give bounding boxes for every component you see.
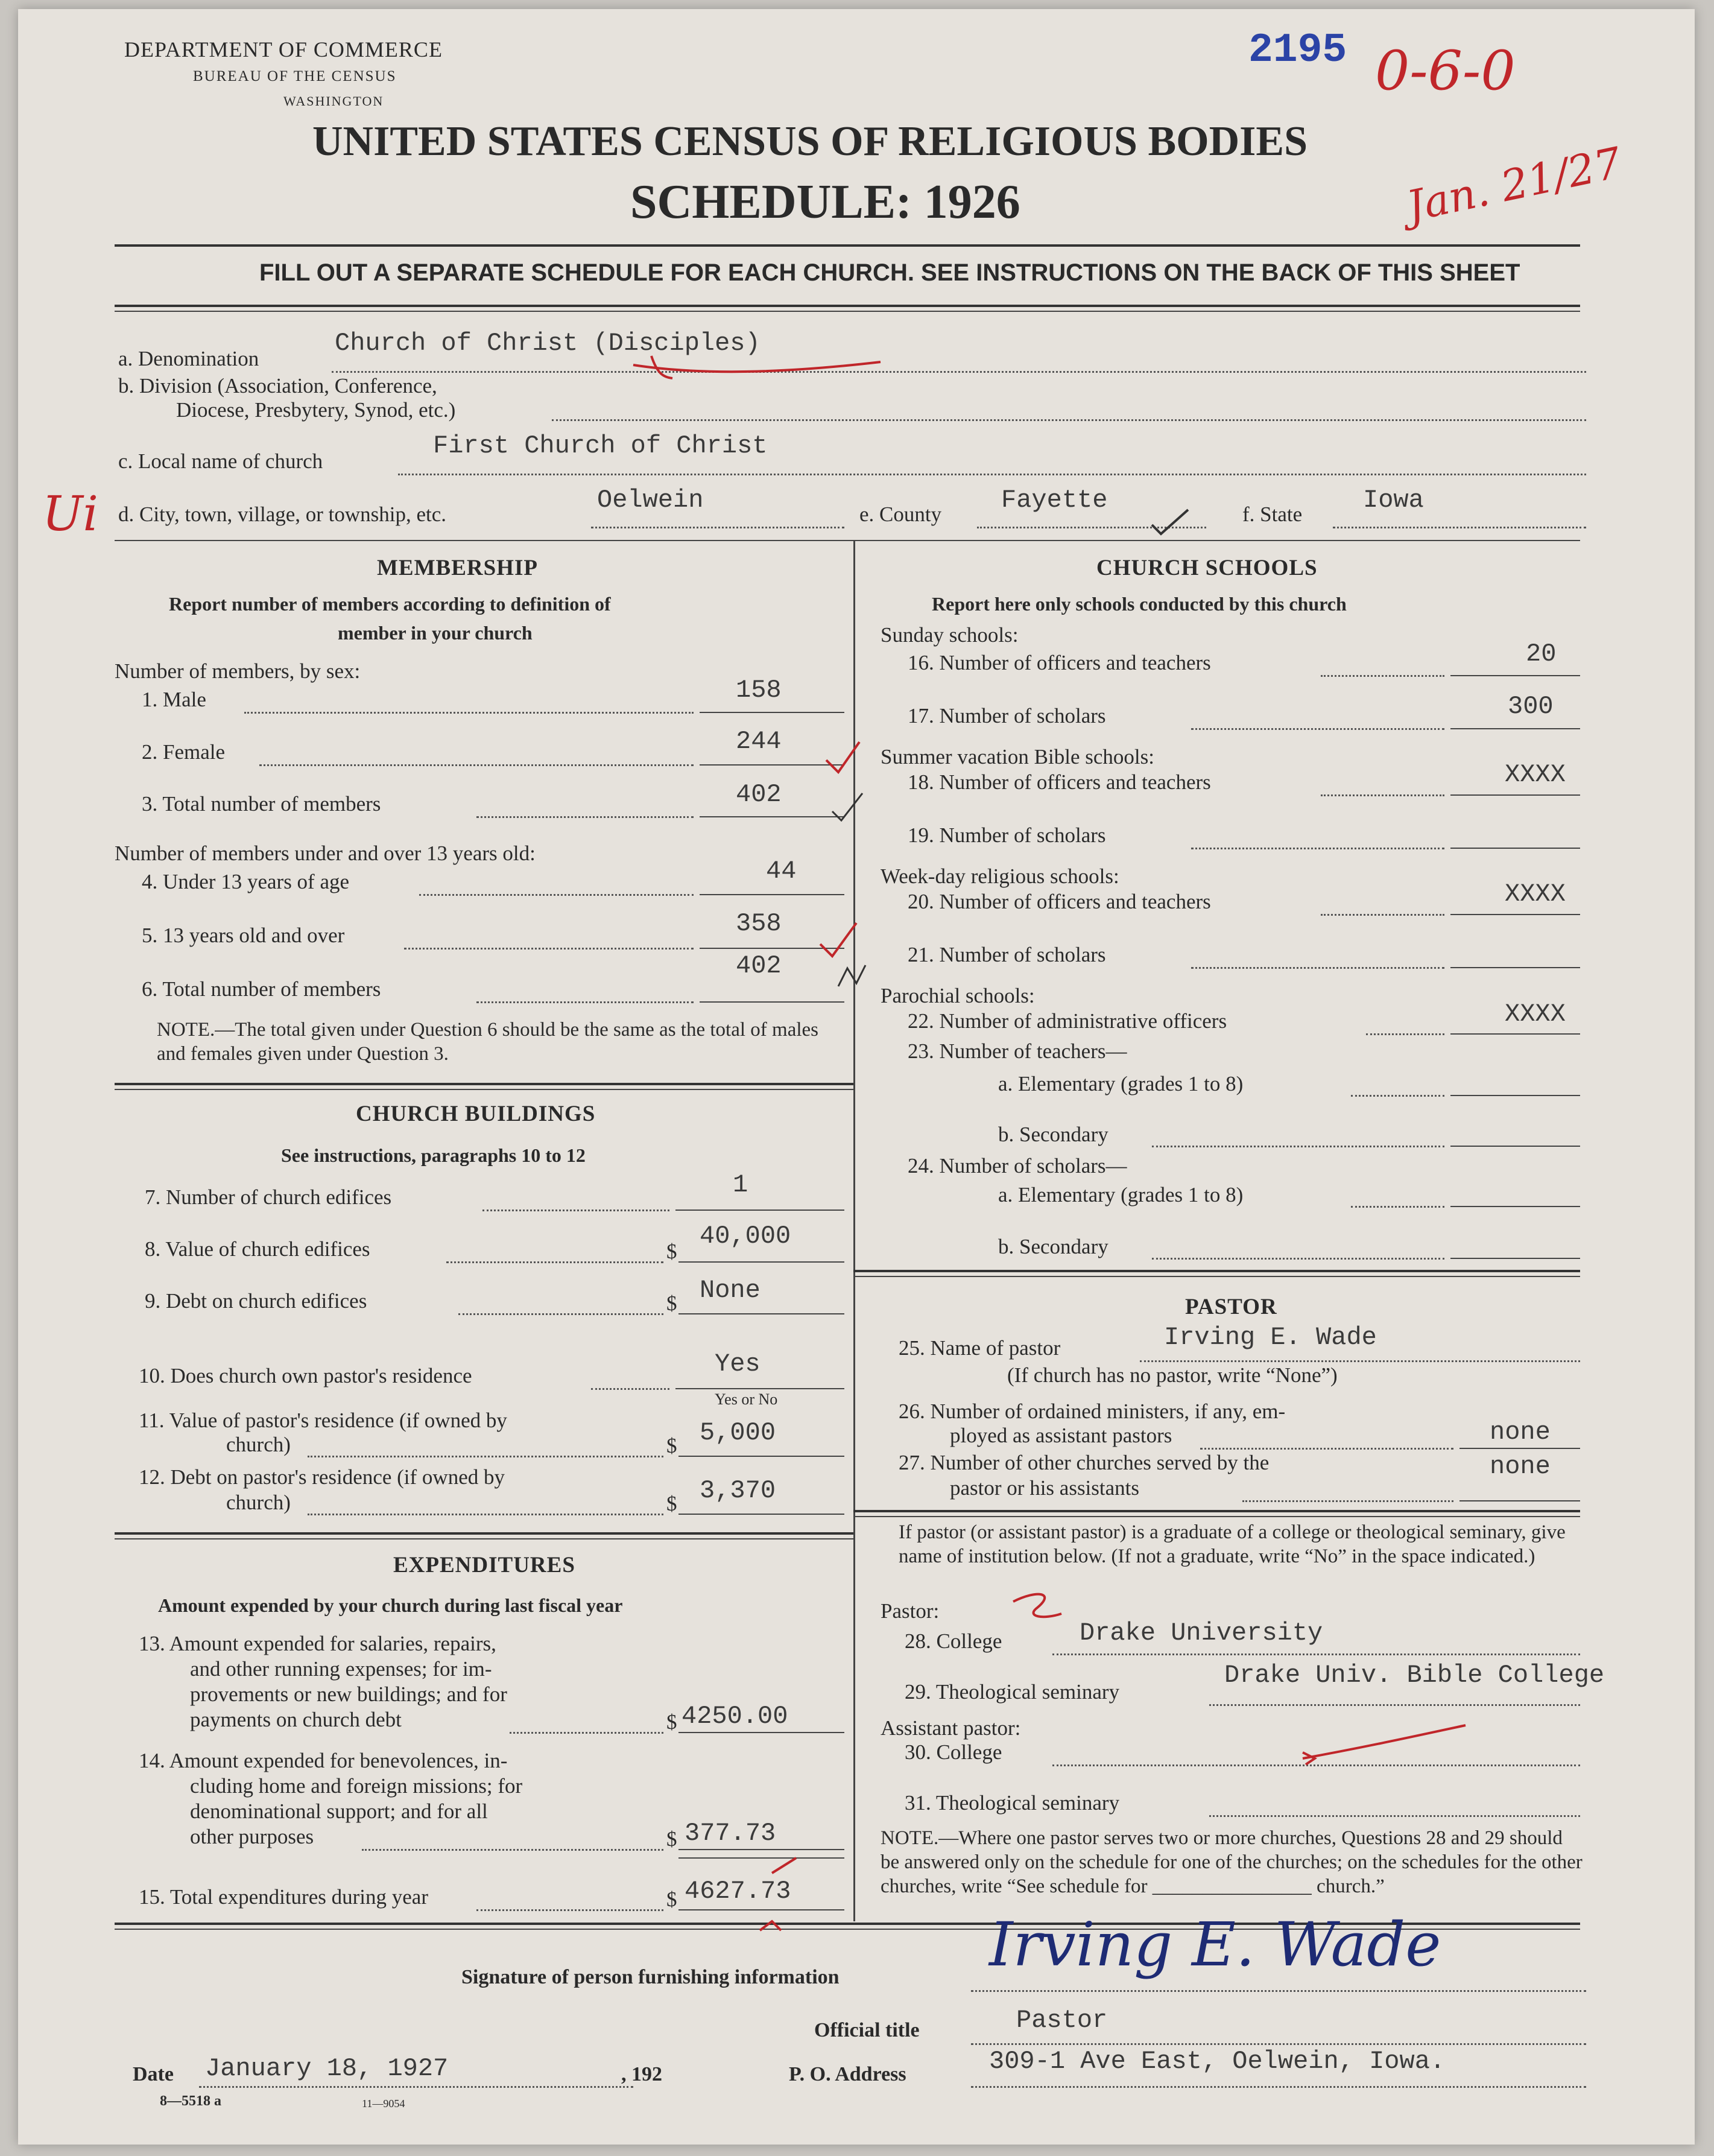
- q1-value: 158: [736, 676, 782, 705]
- q17-label: 17. Number of scholars: [908, 704, 1106, 728]
- q14-line-1: 14. Amount expended for benevolences, in-: [139, 1749, 508, 1772]
- q14-dollar: $: [666, 1827, 677, 1851]
- q28-label: 28. College: [905, 1629, 1002, 1653]
- q20-value: XXXX: [1505, 880, 1566, 908]
- q2-label: 2. Female: [142, 740, 226, 764]
- stamp-number: 2195: [1248, 27, 1347, 74]
- q12-label: 12. Debt on pastor's residence (if owned by: [139, 1465, 505, 1489]
- official-title-label: Official title: [814, 2019, 920, 2041]
- yes-no-hint: Yes or No: [715, 1390, 778, 1408]
- date-label: Date: [133, 2063, 174, 2085]
- q25-note: (If church has no pastor, write “None”): [1007, 1363, 1338, 1387]
- q4-label: 4. Under 13 years of age: [142, 870, 350, 893]
- official-title-value: Pastor: [1016, 2006, 1108, 2035]
- q22-label: 22. Number of administrative officers: [908, 1009, 1227, 1033]
- q15-label: 15. Total expenditures during year: [139, 1885, 428, 1909]
- city-label: d. City, town, village, or township, etc.: [118, 503, 447, 526]
- q29-value: Drake Univ. Bible College: [1224, 1661, 1605, 1690]
- pastor-note: NOTE.—Where one pastor serves two or more churches, Questions 28 and 29 should be answered only on the schedule for one of the churches; on the schedules for the other churches, write “See schedule for ________________ church.”: [881, 1827, 1583, 1897]
- q6-label: 6. Total number of members: [142, 977, 381, 1001]
- expenditures-heading: EXPENDITURES: [393, 1553, 575, 1577]
- q18-label: 18. Number of officers and teachers: [908, 770, 1211, 794]
- q24-label: 24. Number of scholars—: [908, 1154, 1127, 1178]
- graduate-note: If pastor (or assistant pastor) is a graduate of a college or theological seminary, give name of institution below. (If not a graduate, write “No” in the space indicated.): [899, 1521, 1566, 1567]
- q24a-label: a. Elementary (grades 1 to 8): [998, 1183, 1244, 1206]
- q5-value: 358: [736, 909, 782, 938]
- q24b-label: b. Secondary: [998, 1235, 1108, 1258]
- membership-instr-1: Report number of members according to definition of: [169, 593, 611, 615]
- handwritten-date: Jan. 21/27: [1402, 138, 1626, 232]
- bureau-label: BUREAU OF THE CENSUS: [193, 68, 397, 84]
- membership-instr-2: member in your church: [338, 622, 533, 644]
- q19-label: 19. Number of scholars: [908, 823, 1106, 847]
- q11-value: 5,000: [700, 1418, 776, 1447]
- date-value: January 18, 1927: [205, 2054, 449, 2083]
- asst-pastor-label: Assistant pastor:: [881, 1716, 1021, 1740]
- denomination-value: Church of Christ (Disciples): [335, 329, 761, 358]
- q29-label: 29. Theological seminary: [905, 1680, 1120, 1704]
- q2-value: 244: [736, 727, 782, 756]
- q10-label: 10. Does church own pastor's residence: [139, 1364, 472, 1387]
- po-address-value: 309-1 Ave East, Oelwein, Iowa.: [989, 2047, 1446, 2076]
- denomination-label: a. Denomination: [118, 347, 259, 370]
- q27-line-2: pastor or his assistants: [950, 1476, 1140, 1500]
- pastor-heading: PASTOR: [1185, 1295, 1277, 1319]
- q4-value: 44: [766, 857, 797, 886]
- state-value: Iowa: [1363, 486, 1424, 515]
- q5-label: 5. 13 years old and over: [142, 924, 345, 947]
- q13-line-1: 13. Amount expended for salaries, repairs,: [139, 1632, 496, 1655]
- summer-label: Summer vacation Bible schools:: [881, 745, 1154, 769]
- q1-label: 1. Male: [142, 688, 206, 711]
- expenditures-instr: Amount expended by your church during last fiscal year: [158, 1594, 623, 1616]
- department-label: DEPARTMENT OF COMMERCE: [124, 37, 443, 62]
- form-number: 8—5518 a: [160, 2093, 221, 2109]
- q8-dollar: $: [666, 1240, 677, 1263]
- q31-label: 31. Theological seminary: [905, 1791, 1120, 1815]
- q9-dollar: $: [666, 1292, 677, 1315]
- q9-value: None: [700, 1276, 761, 1305]
- q22-value: XXXX: [1505, 1000, 1566, 1029]
- q26-line-1: 26. Number of ordained ministers, if any, em-: [899, 1400, 1286, 1423]
- margin-mark: Ui: [42, 486, 99, 542]
- q16-label: 16. Number of officers and teachers: [908, 651, 1211, 674]
- date-suffix: , 192: [621, 2063, 662, 2085]
- sunday-label: Sunday schools:: [881, 623, 1019, 647]
- q28-value: Drake University: [1080, 1619, 1323, 1647]
- review-marks: [18, 9, 1695, 2145]
- division-label-2: Diocese, Presbytery, Synod, etc.): [176, 398, 456, 422]
- q11-dollar: $: [666, 1434, 677, 1457]
- q27-value: none: [1490, 1452, 1551, 1481]
- county-label: e. County: [859, 503, 942, 526]
- q20-label: 20. Number of officers and teachers: [908, 890, 1211, 913]
- q8-value: 40,000: [700, 1222, 791, 1251]
- po-address-label: P. O. Address: [789, 2063, 906, 2085]
- q7-label: 7. Number of church edifices: [145, 1185, 392, 1209]
- q16-value: 20: [1526, 639, 1557, 668]
- city-value: Oelwein: [597, 486, 704, 515]
- q18-value: XXXX: [1505, 760, 1566, 789]
- q6-value: 402: [736, 951, 782, 980]
- weekday-label: Week-day religious schools:: [881, 864, 1119, 888]
- parochial-label: Parochial schools:: [881, 984, 1035, 1007]
- pastor-sub-label: Pastor:: [881, 1599, 940, 1623]
- q26-line-2: ployed as assistant pastors: [950, 1424, 1172, 1447]
- print-number: 11—9054: [362, 2097, 405, 2110]
- q27-line-1: 27. Number of other churches served by the: [899, 1451, 1270, 1474]
- signature-label: Signature of person furnishing information: [461, 1966, 840, 1988]
- handwritten-code: 0-6-0: [1375, 39, 1516, 103]
- q25-value: Irving E. Wade: [1164, 1323, 1377, 1352]
- q12-value: 3,370: [700, 1476, 776, 1505]
- q15-dollar: $: [666, 1888, 677, 1911]
- q12-dollar: $: [666, 1492, 677, 1515]
- schools-heading: CHURCH SCHOOLS: [1096, 556, 1318, 580]
- membership-note: NOTE.—The total given under Question 6 should be the same as the total of males and females given under Question 3.: [157, 1019, 818, 1065]
- instruction-banner: FILL OUT A SEPARATE SCHEDULE FOR EACH CHURCH. SEE INSTRUCTIONS ON THE BACK OF THIS SHEET: [259, 259, 1520, 286]
- q12-label-2: church): [226, 1491, 291, 1514]
- state-label: f. State: [1242, 503, 1303, 526]
- membership-heading: MEMBERSHIP: [377, 556, 538, 580]
- county-value: Fayette: [1001, 486, 1108, 515]
- q13-line-4: payments on church debt: [190, 1708, 402, 1731]
- local-name-label: c. Local name of church: [118, 449, 323, 473]
- q13-line-3: provements or new buildings; and for: [190, 1682, 507, 1706]
- schools-instr: Report here only schools conducted by this church: [932, 593, 1347, 615]
- q25-label: 25. Name of pastor: [899, 1336, 1061, 1360]
- q3-value: 402: [736, 780, 782, 809]
- buildings-heading: CHURCH BUILDINGS: [356, 1102, 596, 1126]
- q13-line-2: and other running expenses; for im-: [190, 1657, 492, 1681]
- page-subtitle: SCHEDULE: 1926: [630, 176, 1020, 229]
- q23-label: 23. Number of teachers—: [908, 1039, 1127, 1063]
- q21-label: 21. Number of scholars: [908, 943, 1106, 966]
- q13-value: 4250.00: [681, 1702, 788, 1731]
- age-label: Number of members under and over 13 years old:: [115, 842, 536, 865]
- q7-value: 1: [733, 1170, 748, 1199]
- local-name-value: First Church of Christ: [433, 431, 768, 460]
- q14-line-3: denominational support; and for all: [190, 1799, 488, 1823]
- buildings-instr: See instructions, paragraphs 10 to 12: [281, 1144, 586, 1166]
- q9-label: 9. Debt on church edifices: [145, 1289, 367, 1313]
- by-sex-label: Number of members, by sex:: [115, 659, 361, 683]
- q23b-label: b. Secondary: [998, 1123, 1108, 1146]
- q14-line-2: cluding home and foreign missions; for: [190, 1774, 523, 1798]
- q23a-label: a. Elementary (grades 1 to 8): [998, 1072, 1244, 1095]
- q11-label-2: church): [226, 1433, 291, 1456]
- q14-value: 377.73: [685, 1819, 776, 1848]
- page-title: UNITED STATES CENSUS OF RELIGIOUS BODIES: [312, 118, 1308, 165]
- q13-dollar: $: [666, 1710, 677, 1734]
- q11-label: 11. Value of pastor's residence (if owned by: [139, 1409, 507, 1432]
- q26-value: none: [1490, 1418, 1551, 1447]
- q10-value: Yes: [715, 1349, 761, 1378]
- city-label: WASHINGTON: [283, 94, 384, 109]
- census-schedule-sheet: [18, 9, 1695, 2145]
- q8-label: 8. Value of church edifices: [145, 1237, 370, 1261]
- division-label: b. Division (Association, Conference,: [118, 374, 437, 398]
- q3-label: 3. Total number of members: [142, 792, 381, 816]
- q14-line-4: other purposes: [190, 1825, 314, 1848]
- q30-label: 30. College: [905, 1740, 1002, 1764]
- q15-value: 4627.73: [685, 1877, 791, 1906]
- q17-value: 300: [1508, 692, 1554, 721]
- signature: Irving E. Wade: [989, 1909, 1441, 1980]
